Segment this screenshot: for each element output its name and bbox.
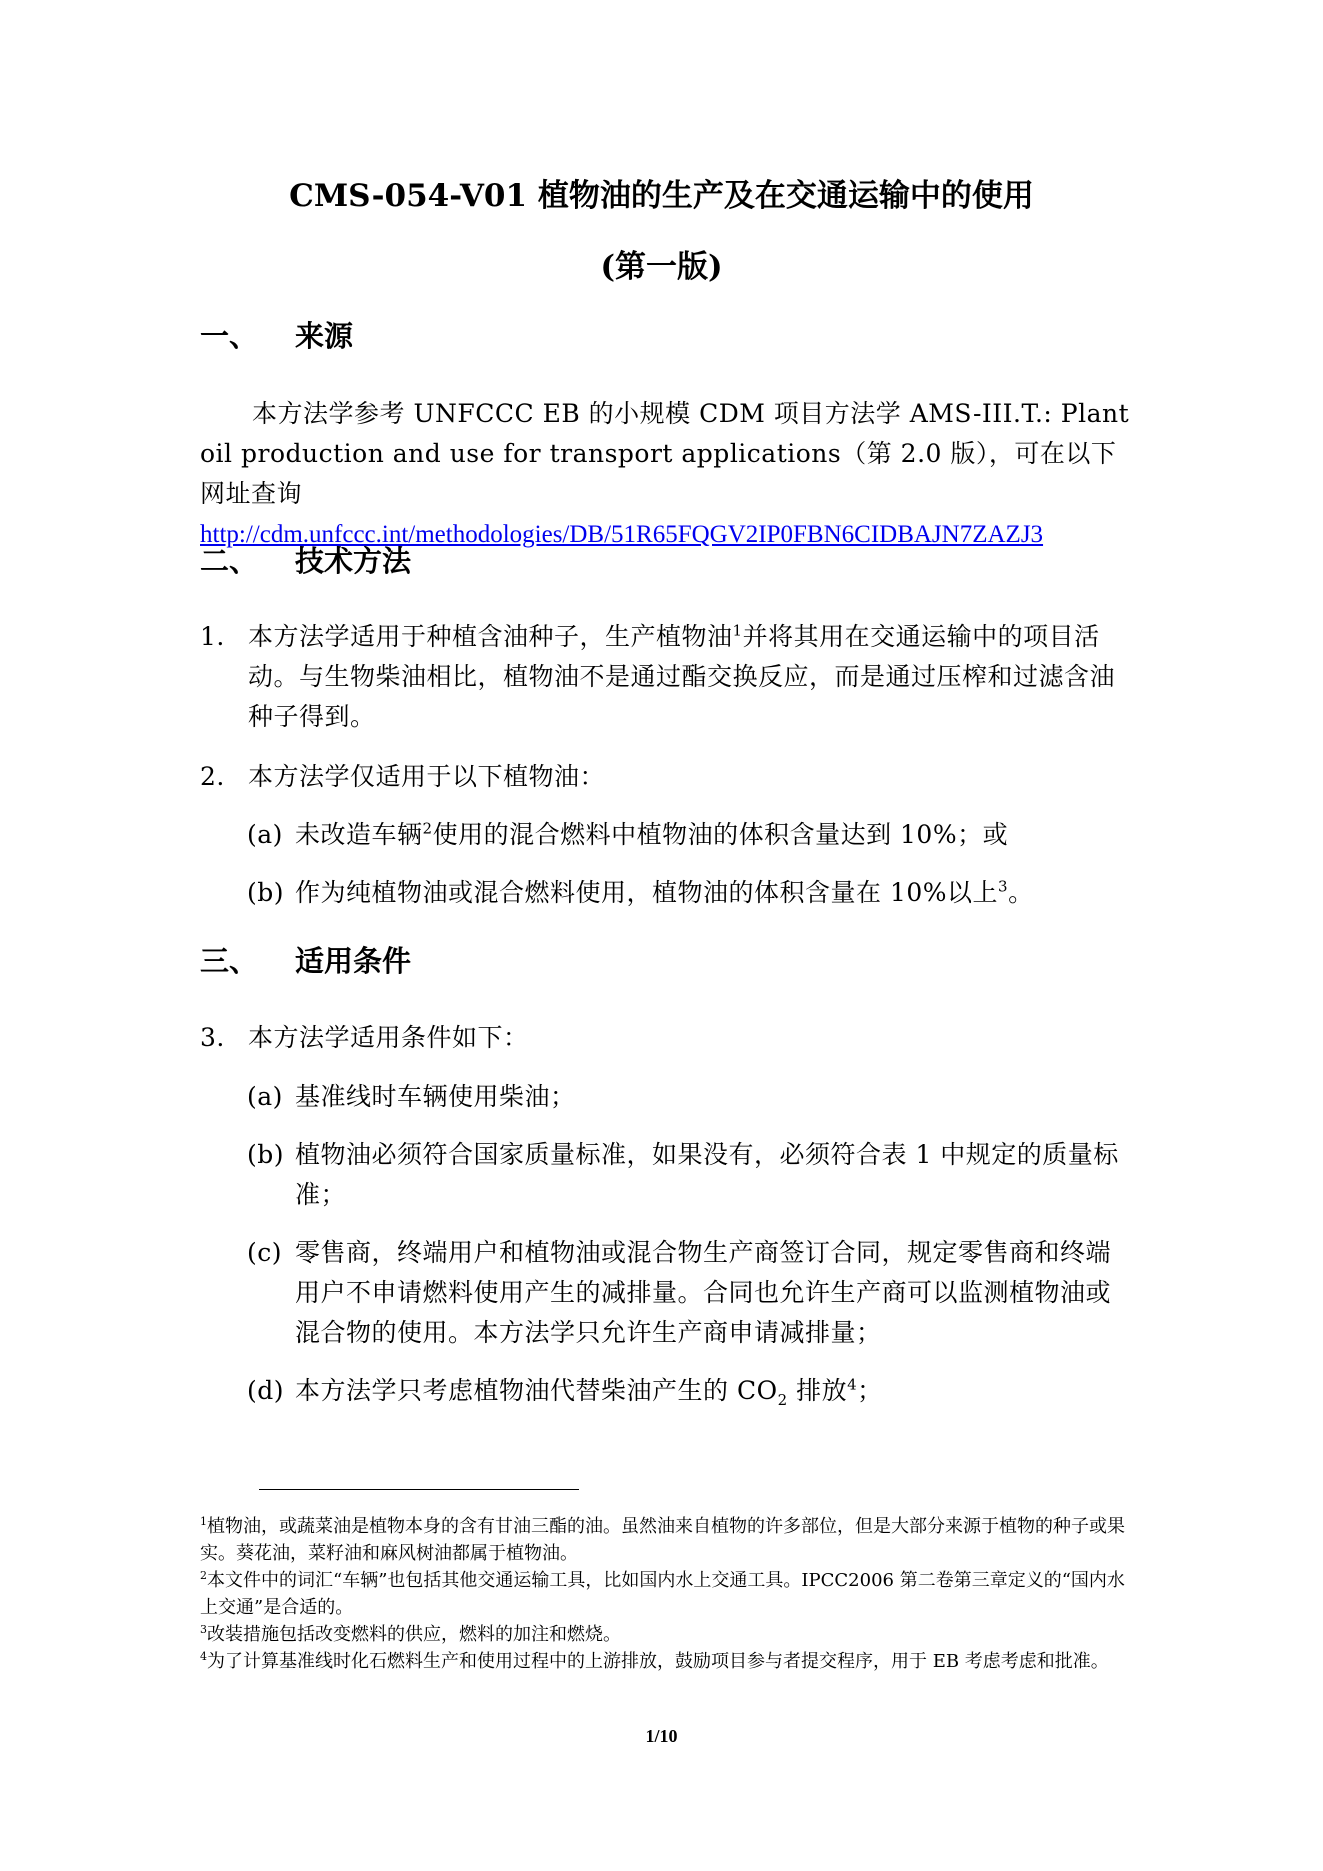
footnote-3 [200,1621,1130,1648]
section-heading-technology [200,542,411,580]
list-item-2a [247,815,1130,855]
section-heading-applicability [200,942,411,980]
footnote-number: 1 [200,1515,207,1528]
footnote-1 [200,1513,1130,1567]
item-letter: (b) [247,878,285,907]
footnote-4 [200,1648,1130,1675]
item-text: 基准线时车辆使用柴油； [295,1082,576,1111]
footnote-number: 2 [200,1569,207,1582]
item-number: 3. [200,1023,225,1052]
footnotes [200,1513,1130,1675]
item-text-part: 作为纯植物油或混合燃料使用，植物油的体积含量在 10%以上 [295,878,999,907]
footnote-ref-4[interactable]: 4 [847,1375,858,1394]
footnote-2 [200,1567,1130,1621]
item-letter: (a) [247,1082,283,1111]
document-title: CMS-054-V01 植物油的生产及在交通运输中的使用 [289,178,1034,214]
subscript: 2 [777,1391,788,1409]
document-edition: (第一版) [600,249,723,285]
section-title: 来源 [295,319,354,353]
section-heading-source [200,317,353,355]
footnote-number: 3 [200,1623,207,1636]
source-paragraph [200,394,1130,555]
item-text: 零售商，终端用户和植物油或混合物生产商签订合同，规定零售商和终端用户不申请燃料使用产生的减排量。合同也允许生产商可以监测植物油或混合物的使用。本方法学只允许生产商申请减排量； [295,1238,1112,1347]
page-number: 1/10 [645,1726,678,1746]
item-text-part: 本方法学只考虑植物油代替柴油产生的 CO [295,1376,778,1405]
list-item-3c [247,1233,1130,1353]
item-text-part: 。 [1008,878,1034,907]
list-item-2b [247,873,1130,913]
item-text: 植物油必须符合国家质量标准，如果没有，必须符合表 1 中规定的质量标准； [295,1140,1119,1209]
item-letter: (a) [247,820,283,849]
footnote-text: 改装措施包括改变燃料的供应，燃料的加注和燃烧。 [207,1624,621,1645]
item-letter: (d) [247,1376,285,1405]
item-number: 1. [200,622,225,651]
item-text-part: 使用的混合燃料中植物油的体积含量达到 10%；或 [432,820,1009,849]
item-text: 本方法学适用条件如下： [248,1023,529,1052]
footnote-ref-1[interactable]: 1 [732,621,743,640]
list-item-3b [247,1135,1130,1215]
list-item-3 [200,1018,1130,1058]
footnote-text: 本文件中的词汇“车辆”也包括其他交通运输工具，比如国内水上交通工具。IPCC2006 第二卷第三章定义的“国内水上交通”是合适的。 [200,1570,1125,1618]
source-text: 本方法学参考 UNFCCC EB 的小规模 CDM 项目方法学 AMS-III.T.: Plant oil production and use for transport applications（第 2.0 版），可在以下网址查询 [200,399,1130,508]
item-number: 2. [200,762,225,791]
footnote-ref-3[interactable]: 3 [998,877,1009,896]
item-text-part: 排放 [787,1376,848,1405]
item-text [200,617,1130,737]
footnote-separator [259,1489,579,1490]
source-url-link[interactable]: http://cdm.unfccc.int/methodologies/DB/51R65FQGV2IP0FBN6CIDBAJN7ZAZJ3 [200,521,1044,548]
footnote-text: 为了计算基准线时化石燃料生产和使用过程中的上游排放，鼓励项目参与者提交程序，用于 EB 考虑考虑和批准。 [207,1651,1109,1672]
item-text: 本方法学仅适用于以下植物油： [248,762,606,791]
list-item-2 [200,757,1130,797]
list-item-3a [247,1077,1130,1117]
section-number: 三、 [200,944,259,978]
item-text [247,1371,1130,1411]
section-number: 二、 [200,544,259,578]
footnote-ref-2[interactable]: 2 [422,819,433,838]
section-title: 技术方法 [295,544,412,578]
footnote-text: 植物油，或蔬菜油是植物本身的含有甘油三酯的油。虽然油来自植物的许多部位，但是大部分来源于植物的种子或果实。葵花油，菜籽油和麻风树油都属于植物油。 [200,1516,1125,1564]
item-text-part: ； [857,1376,883,1405]
item-letter: (c) [247,1238,283,1267]
item-letter: (b) [247,1140,285,1169]
item-text [247,815,1130,855]
item-text [247,873,1130,913]
list-item-3d [247,1371,1130,1411]
section-title: 适用条件 [295,944,412,978]
item-text-part: 本方法学适用于种植含油种子，生产植物油 [248,622,733,651]
list-item-1 [200,617,1130,737]
section-number: 一、 [200,319,259,353]
item-text-part: 并将其用在交通运输中的项目活动。与生物柴油相比，植物油不是通过酯交换反应，而是通过压榨和过滤含油种子得到。 [248,622,1116,731]
item-text-part: 未改造车辆 [295,820,423,849]
footnote-number: 4 [200,1650,207,1663]
